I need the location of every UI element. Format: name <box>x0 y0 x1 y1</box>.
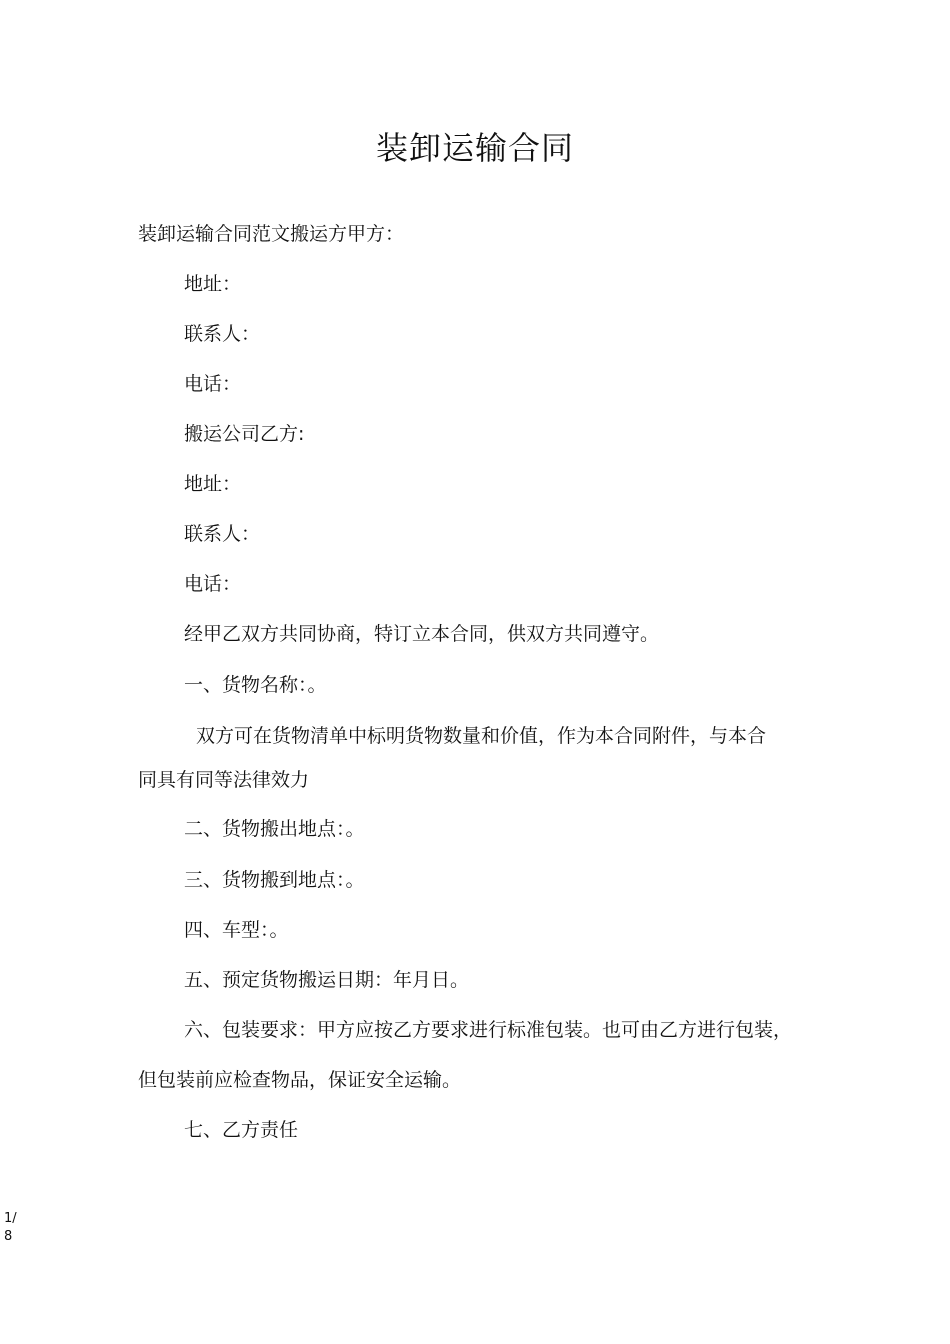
party-a-phone: 电话： <box>184 373 242 395</box>
clause-7: 七、乙方责任 <box>184 1119 299 1141</box>
party-b-heading: 搬运公司乙方: <box>184 423 305 445</box>
party-a-address: 地址： <box>184 273 242 295</box>
clause-5: 五、预定货物搬运日期：年月日。 <box>184 969 470 991</box>
party-a-heading: 装卸运输合同范文搬运方甲方： <box>138 223 405 245</box>
clause-4: 四、车型：。 <box>184 919 289 941</box>
page-number: 1/8 <box>4 1211 17 1244</box>
clause-1-note-line2: 同具有同等法律效力 <box>138 769 310 791</box>
clause-2: 二、货物搬出地点：。 <box>184 818 365 840</box>
clause-6-line2: 但包装前应检查物品，保证安全运输。 <box>138 1069 462 1091</box>
agreement-intro: 经甲乙双方共同协商，特订立本合同，供双方共同遵守。 <box>184 623 660 645</box>
party-a-contact: 联系人： <box>184 323 261 345</box>
clause-1-note-line1: 双方可在货物清单中标明货物数量和价值，作为本合同附件，与本合 <box>196 725 767 747</box>
document-title: 装卸运输合同 <box>375 129 574 167</box>
party-b-address: 地址： <box>184 473 242 495</box>
clause-6-line1: 六、包装要求：甲方应按乙方要求进行标准包装。也可由乙方进行包装， <box>184 1019 793 1041</box>
clause-3: 三、货物搬到地点：。 <box>184 869 365 891</box>
party-b-contact: 联系人： <box>184 523 261 545</box>
clause-1: 一、货物名称：。 <box>184 674 327 696</box>
party-b-phone: 电话： <box>184 573 242 595</box>
